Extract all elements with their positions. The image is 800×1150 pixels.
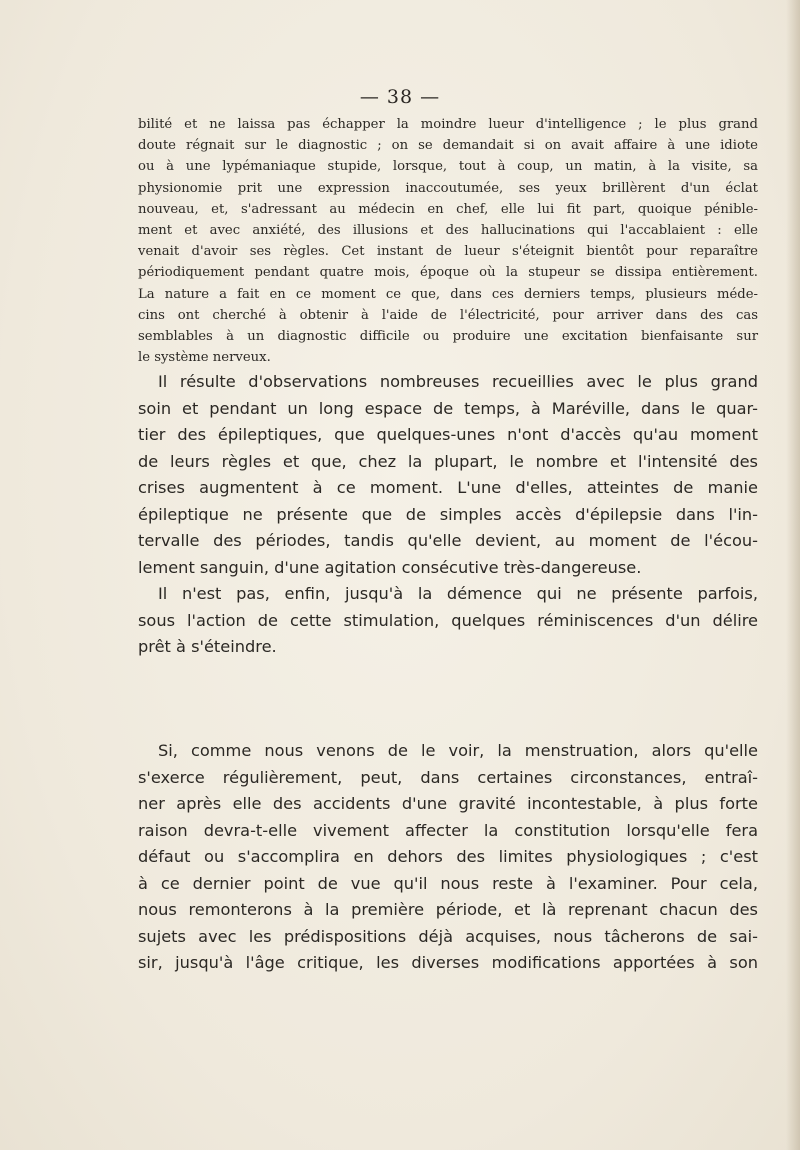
text-line: crises augmentent à ce moment. L'une d'elles, atteintes de manie <box>138 478 758 497</box>
text-line: prêt à s'éteindre. <box>138 637 277 656</box>
text-line: semblables à un diagnostic difficile ou produire une excitation bienfaisante sur <box>138 328 758 344</box>
text-line: ou à une lypémaniaque stupide, lorsque, tout à coup, un matin, à la visite, sa <box>138 159 758 175</box>
paragraph-epileptics <box>138 369 758 661</box>
text-line: tier des épileptiques, que quelques-unes n'ont d'accès qu'au moment <box>138 425 758 444</box>
text-line: nous remonterons à la première période, et là reprenant chacun des <box>138 900 758 919</box>
text-line: à ce dernier point de vue qu'il nous reste à l'examiner. Pour cela, <box>138 873 758 893</box>
text-line: physionomie prit une expression inaccoutumée, ses yeux brillèrent d'un éclat <box>138 180 758 196</box>
text-line: doute régnait sur le diagnostic ; on se demandait si on avait affaire à une idiote <box>138 138 758 154</box>
text-line: cins ont cherché à obtenir à l'aide de l'électricité, pour arriver dans des cas <box>138 307 758 323</box>
text-line: sujets avec les prédispositions déjà acquises, nous tâcherons de sai- <box>138 926 758 946</box>
text-line: lement sanguin, d'une agitation consécutive très-dangereuse. <box>138 557 642 577</box>
text-line: Si, comme nous venons de le voir, la menstruation, alors qu'elle <box>158 741 758 760</box>
text-line: ner après elle des accidents d'une gravité incontestable, à plus forte <box>138 794 758 813</box>
page-number: — 38 — <box>359 86 441 108</box>
text-line: ment et avec anxiété, des illusions et des hallucinations qui l'accablaient : elle <box>138 222 758 238</box>
text-line: défaut ou s'accomplira en dehors des limites physiologiques ; c'est <box>138 847 758 866</box>
text-line: bilité et ne laissa pas échapper la moindre lueur d'intelligence ; le plus grand <box>138 117 758 132</box>
text-line: Il n'est pas, enfin, jusqu'à la démence qui ne présente parfois, <box>158 584 758 603</box>
text-line: s'exerce régulièrement, peut, dans certaines circonstances, entraî- <box>138 767 758 787</box>
text-line: périodiquement pendant quatre mois, époque où la stupeur se dissipa entièrement. <box>138 265 758 281</box>
text-line: venait d'avoir ses règles. Cet instant de lueur s'éteignit bientôt pour reparaître <box>138 244 758 260</box>
text-line: tervalle des périodes, tandis qu'elle devient, au moment de l'écou- <box>138 531 758 550</box>
text-line: raison devra-t-elle vivement affecter la constitution lorsqu'elle fera <box>138 820 758 840</box>
text-line: le système nerveux. <box>138 350 271 366</box>
text-line: Il résulte d'observations nombreuses recueillies avec le plus grand <box>158 372 758 391</box>
page-edge-shadow <box>786 0 800 1150</box>
text-line: épileptique ne présente que de simples accès d'épilepsie dans l'in- <box>138 504 758 524</box>
text-line: de leurs règles et que, chez la plupart, le nombre et l'intensité des <box>138 451 758 471</box>
text-line: La nature a fait en ce moment ce que, dans ces derniers temps, plusieurs méde- <box>138 286 758 302</box>
paragraph-menstruation <box>138 738 758 977</box>
text-line: soin et pendant un long espace de temps, à Maréville, dans le quar- <box>138 398 758 418</box>
text-line: sous l'action de cette stimulation, quelques réminiscences d'un délire <box>138 610 758 630</box>
text-line: nouveau, et, s'adressant au médecin en chef, elle lui fit part, quoique pénible- <box>138 201 758 217</box>
paragraph-small-continuation <box>138 114 758 368</box>
text-line: sir, jusqu'à l'âge critique, les diverses modifications apportées à son <box>138 953 758 972</box>
